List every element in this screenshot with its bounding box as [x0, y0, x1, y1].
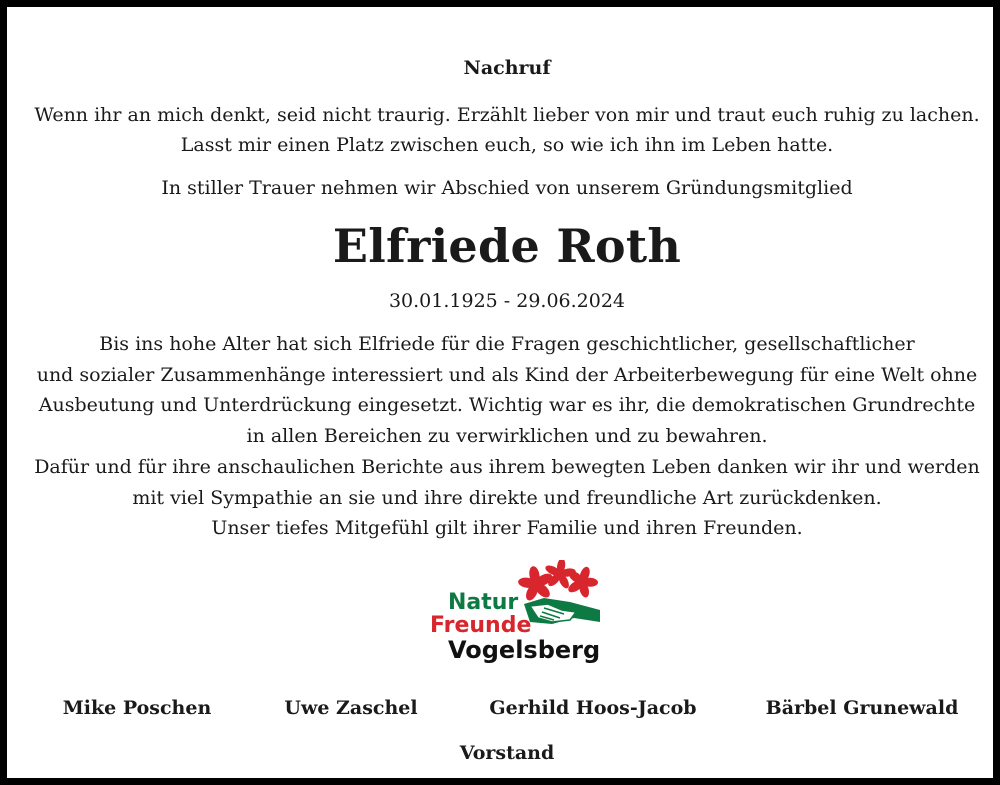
notice-heading: Nachruf — [463, 57, 551, 79]
logo-word-vogelsberg: Vogelsberg — [448, 636, 601, 664]
intro-text: In stiller Trauer nehmen wir Abschied von unserem Gründungsmitglied — [161, 177, 853, 199]
signers-row — [7, 697, 1000, 727]
board-label: Vorstand — [459, 742, 555, 764]
tribute-line: Dafür und für ihre anschaulichen Berichte aus ihrem bewegten Leben danken wir ihr und werden — [34, 455, 980, 478]
motto-line: Lasst mir einen Platz zwischen euch, so wie ich ihn im Leben hatte. — [180, 134, 834, 156]
tribute-line: Unser tiefes Mitgefühl gilt ihrer Familie und ihren Freunden. — [211, 517, 803, 540]
handshake-icon — [524, 598, 600, 624]
flower-icon — [514, 560, 603, 604]
logo-word-natur: Natur — [448, 590, 519, 615]
tribute-line: Bis ins hohe Alter hat sich Elfriede für die Fragen geschichtlicher, gesellschaftlicher — [99, 333, 915, 355]
life-dates: 30.01.1925 - 29.06.2024 — [388, 290, 626, 312]
tribute-line: mit viel Sympathie an sie und ihre direkte und freundliche Art zurückdenken. — [132, 486, 882, 509]
signer-name: Mike Poschen — [62, 697, 212, 719]
motto-line: Wenn ihr an mich denkt, seid nicht traurig. Erzählt lieber von mir und traut euch ruhig zu lachen. — [34, 104, 980, 126]
logo-word-freunde: Freunde — [430, 613, 532, 638]
tribute-line: in allen Bereichen zu verwirklichen und zu bewahren. — [246, 425, 768, 448]
motto-quote — [7, 100, 1000, 160]
tribute-line: Ausbeutung und Unterdrückung eingesetzt. Wichtig war es ihr, die demokratischen Grundrechte — [38, 394, 976, 417]
tribute-text — [7, 329, 1000, 544]
signer-name: Bärbel Grunewald — [765, 697, 959, 719]
signer-name: Uwe Zaschel — [284, 697, 418, 719]
signer-name: Gerhild Hoos-Jacob — [489, 697, 697, 719]
tribute-line: und sozialer Zusammenhänge interessiert und als Kind der Arbeiterbewegung für eine Welt ohne — [36, 363, 978, 386]
naturfreunde-logo — [424, 560, 609, 672]
deceased-name: Elfriede Roth — [332, 219, 682, 273]
